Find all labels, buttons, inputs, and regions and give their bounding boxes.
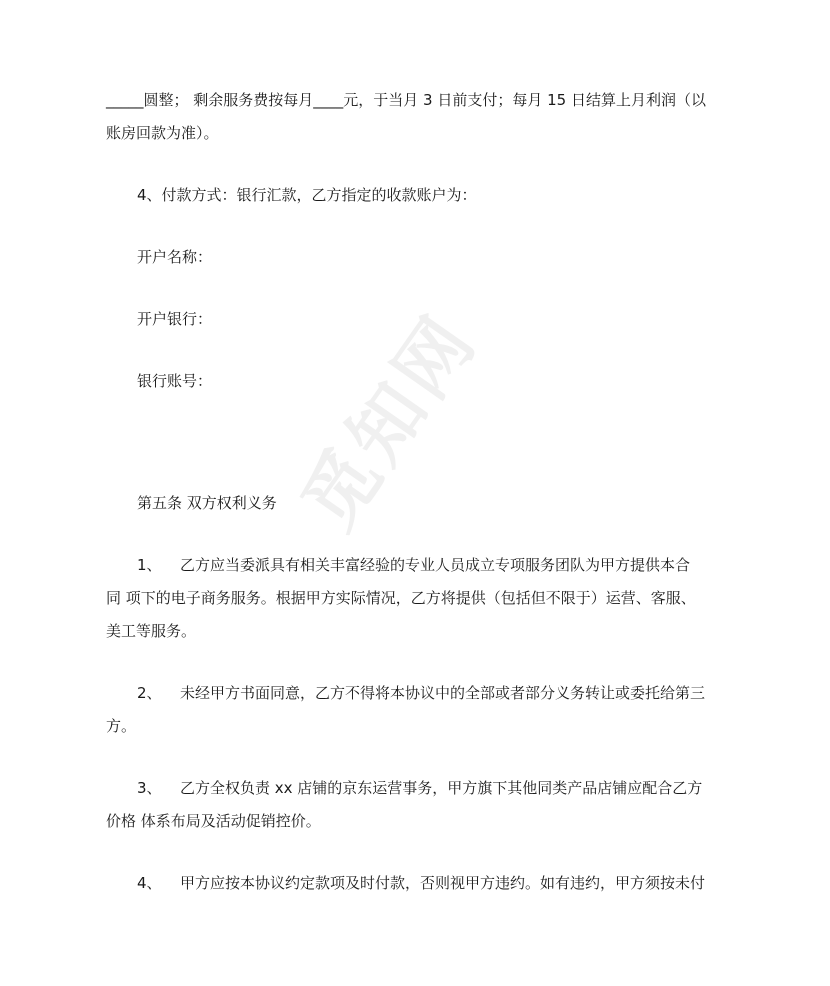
item-number: 3、: [137, 779, 162, 797]
item-text: 甲方应按本协议约定款项及时付款，否则视甲方违约。如有违约，甲方须按未付: [180, 874, 706, 892]
payment-terms-line: _____圆整； 剩余服务费按每月____元，于当月 3 日前支付；每月 15 日结算上月利润（以: [106, 91, 706, 109]
payment-terms-line-cont: 账房回款为准）。: [106, 124, 219, 142]
list-item-2: [137, 683, 705, 703]
list-item-4: [137, 873, 705, 893]
list-item-2-cont: 方。: [106, 717, 137, 735]
item-text: 未经甲方书面同意，乙方不得将本协议中的全部或者部分义务转让或委托给第三: [180, 684, 706, 702]
item-text: 乙方全权负责 xx 店铺的京东运营事务，甲方旗下其他同类产品店铺应配合乙方: [180, 779, 703, 797]
watermark: 觅知网: [285, 298, 494, 545]
list-item-3-cont: 价格 体系布局及活动促销控价。: [106, 812, 321, 830]
item-number: 4、: [137, 874, 162, 892]
article-heading: 第五条 双方权利义务: [137, 494, 277, 512]
item-number: 1、: [137, 556, 162, 574]
list-item-1-cont: 美工等服务。: [106, 622, 197, 640]
bank-name-label: 开户银行：: [137, 310, 213, 328]
list-item-3: [137, 778, 702, 798]
item-text: 乙方应当委派具有相关丰富经验的专业人员成立专项服务团队为甲方提供本合: [180, 556, 691, 574]
list-item-1-cont: 同 项下的电子商务服务。根据甲方实际情况，乙方将提供（包括但不限于）运营、客服、: [106, 589, 696, 607]
account-number-label: 银行账号：: [137, 372, 213, 390]
item-number: 2、: [137, 684, 162, 702]
account-name-label: 开户名称：: [137, 248, 213, 266]
payment-method: 4、付款方式：银行汇款，乙方指定的收款账户为：: [137, 186, 477, 204]
list-item-1: [137, 555, 690, 575]
